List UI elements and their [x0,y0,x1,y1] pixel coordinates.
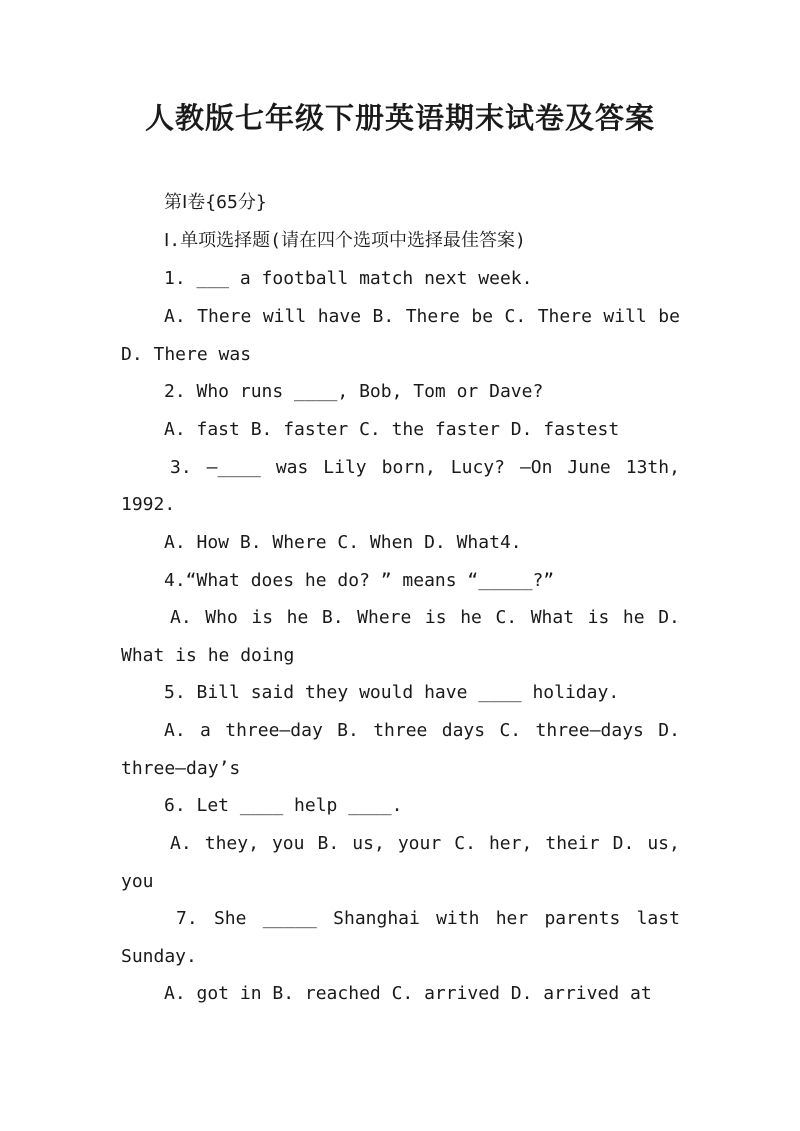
document-title: 人教版七年级下册英语期末试卷及答案 [144,101,655,135]
question-5-options-cont: three—day’s [121,758,241,779]
question-6-options-cont: you [121,871,154,892]
question-4-options-cont: What is he doing [121,645,295,666]
question-3-options: A. How B. Where C. When D. What4. [164,532,522,553]
question-4-options: A. Who is he B. Where is he C. What is he D. [170,607,680,628]
question-3-cont: 1992. [121,494,176,515]
question-2: 2. Who runs ____, Bob, Tom or Dave? [164,381,544,402]
question-5-options: A. a three—day B. three days C. three—days D. [164,720,680,741]
question-2-options: A. fast B. faster C. the faster D. fastest [164,419,620,440]
question-1-options-cont: D. There was [121,344,252,365]
question-1: 1. ___ a football match next week. [164,268,533,289]
section-heading: 第Ⅰ卷{65分} [164,192,267,213]
question-1-options: A. There will have B. There be C. There will be [164,306,680,327]
question-6: 6. Let ____ help ____. [164,795,403,816]
question-7-options: A. got in B. reached C. arrived D. arrived at [164,983,652,1004]
part-heading: Ⅰ.单项选择题(请在四个选项中选择最佳答案) [164,230,526,251]
question-7: 7. She _____ Shanghai with her parents last [176,908,680,929]
question-7-cont: Sunday. [121,946,197,967]
question-5: 5. Bill said they would have ____ holiday. [164,682,620,703]
question-3: 3. —____ was Lily born, Lucy? —On June 13th, [170,457,680,478]
question-4: 4.“What does he do? ” means “_____?” [164,570,555,591]
question-6-options: A. they, you B. us, your C. her, their D. us, [170,833,680,854]
